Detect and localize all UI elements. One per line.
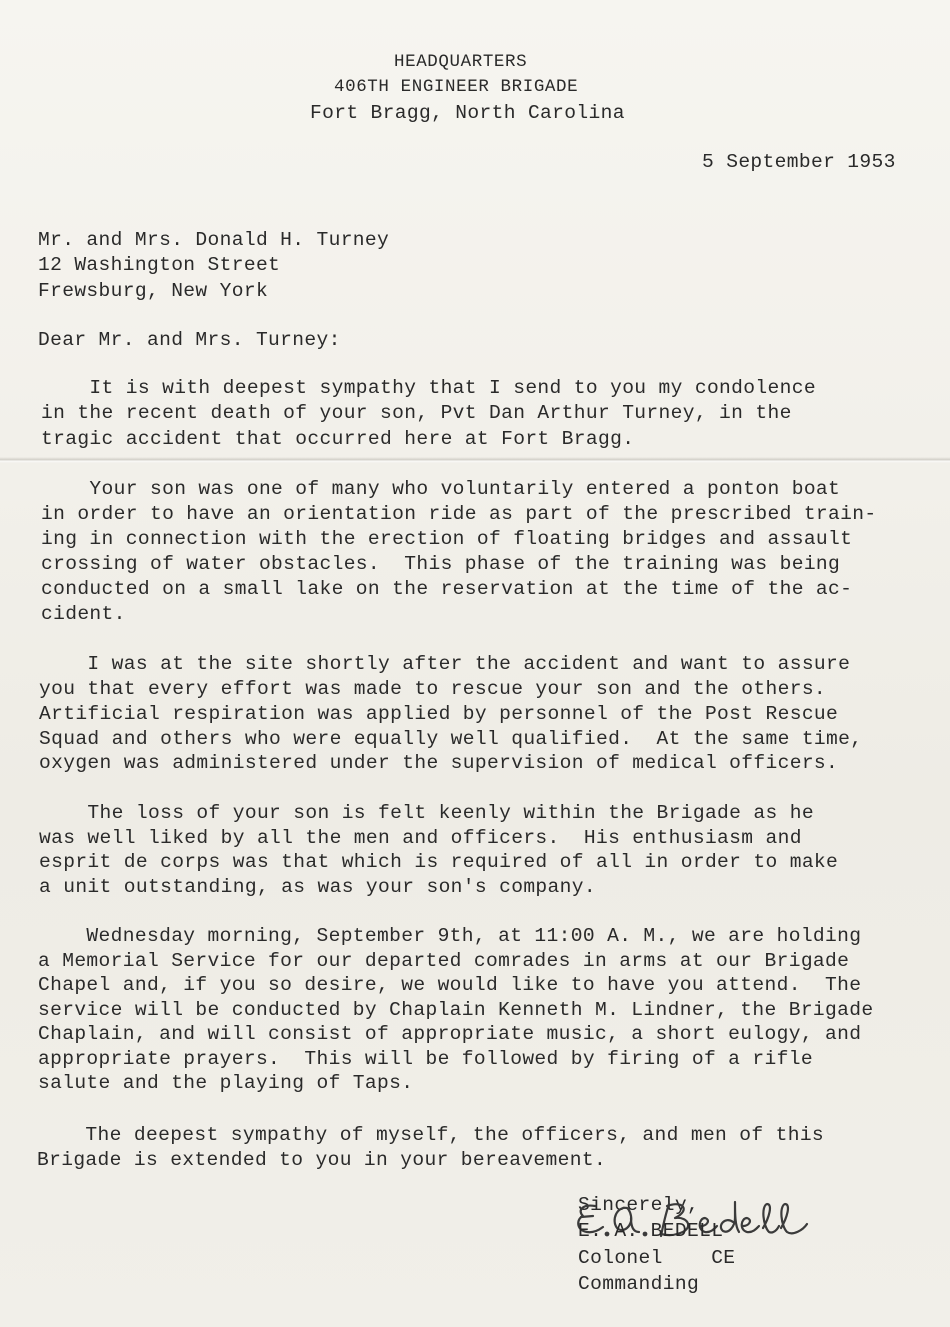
paragraph-line: Wednesday morning, September 9th, at 11:00 A. M., we are holding [38,925,862,947]
paragraph-line: cident. [41,603,126,625]
addressee-city: Frewsburg, New York [38,280,269,302]
paragraph-line: in the recent death of your son, Pvt Dan Arthur Turney, in the [41,402,792,424]
paragraph-line: in order to have an orientation ride as part of the prescribed train- [41,503,877,525]
paragraph-line: you that every effort was made to rescue your son and the others. [39,678,827,700]
paragraph-line: Your son was one of many who voluntarily entered a ponton boat [41,478,841,500]
signer-title: Commanding [578,1273,700,1295]
paragraph-line: Squad and others who were equally well qualified. At the same time, [39,728,863,750]
salutation: Dear Mr. and Mrs. Turney: [38,329,341,351]
paragraph-line: appropriate prayers. This will be followed by firing of a rifle [38,1048,813,1070]
paragraph-line: a unit outstanding, as was your son's company. [39,876,596,898]
paragraph-line: tragic accident that occurred here at Fort Bragg. [41,428,635,450]
paper-fold-crease [0,457,950,463]
letterhead-headquarters: HEADQUARTERS [394,52,528,72]
paragraph-line: The loss of your son is felt keenly within the Brigade as he [39,802,814,824]
letter-date: 5 September 1953 [702,151,896,173]
paragraph-line: oxygen was administered under the supervision of medical officers. [39,752,839,774]
paragraph-line: Chapel and, if you so desire, we would like to have you attend. The [38,974,862,996]
signer-rank: Colonel CE [578,1247,736,1269]
letterhead-location: Fort Bragg, North Carolina [310,102,625,124]
paragraph-line: ing in connection with the erection of floating bridges and assault [41,528,853,550]
paragraph-line: The deepest sympathy of myself, the officers, and men of this [37,1124,825,1146]
paragraph-line: Artificial respiration was applied by personnel of the Post Rescue [39,703,839,725]
paragraph-line: service will be conducted by Chaplain Kenneth M. Lindner, the Brigade [38,999,874,1021]
paragraph-line: crossing of water obstacles. This phase of the training was being [41,553,841,575]
paragraph-line: I was at the site shortly after the accident and want to assure [39,653,851,675]
addressee-name: Mr. and Mrs. Donald H. Turney [38,229,390,251]
paragraph-line: It is with deepest sympathy that I send to you my condolence [41,377,816,399]
paragraph-line: Chaplain, and will consist of appropriate music, a short eulogy, and [38,1023,862,1045]
typed-name: E. A. BEDELL [578,1220,724,1242]
paragraph-line: conducted on a small lake on the reservation at the time of the ac- [41,578,853,600]
paragraph-line: was well liked by all the men and officers. His enthusiasm and [39,827,802,849]
letterhead-brigade: 406TH ENGINEER BRIGADE [334,77,579,97]
paragraph-line: Brigade is extended to you in your bereavement. [37,1149,607,1171]
valediction: Sincerely, [578,1194,700,1216]
paragraph-line: salute and the playing of Taps. [38,1072,414,1094]
addressee-street: 12 Washington Street [38,254,281,276]
paragraph-line: a Memorial Service for our departed comrades in arms at our Brigade [38,950,850,972]
paragraph-line: esprit de corps was that which is required of all in order to make [39,851,839,873]
